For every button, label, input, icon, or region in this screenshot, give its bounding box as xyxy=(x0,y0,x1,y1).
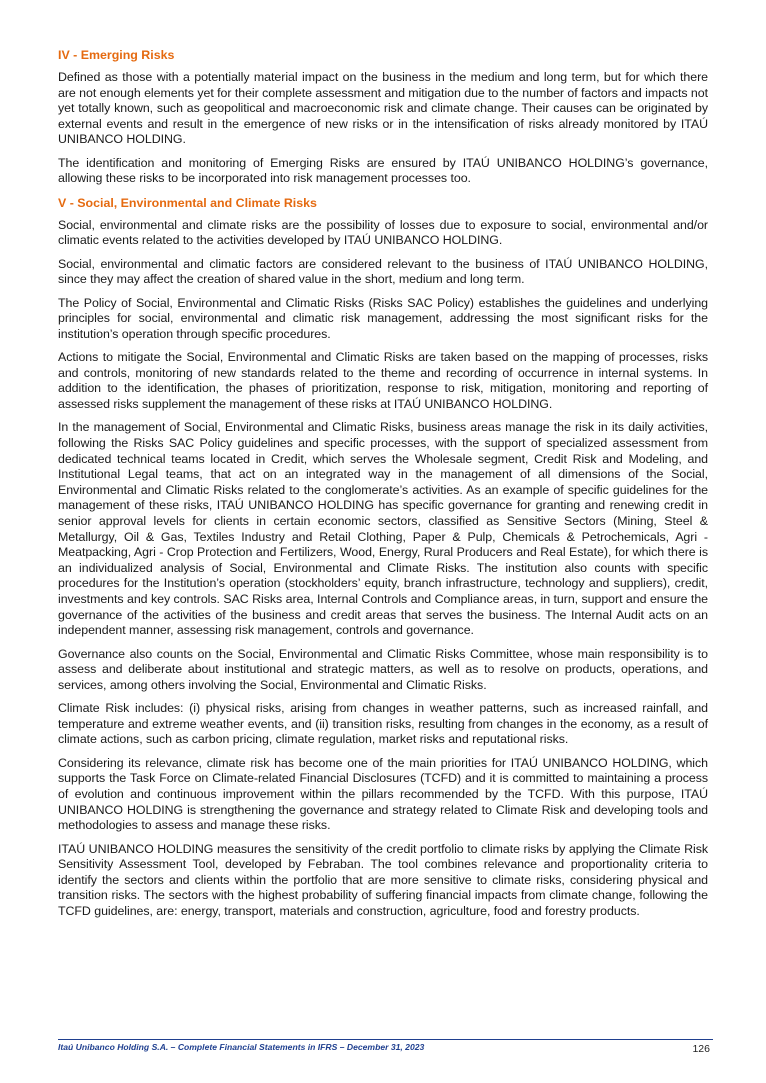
paragraph: Governance also counts on the Social, Environmental and Climatic Risks Committee, whose main responsibility is to assess and deliberate about institutional and strategic matters, as well as to resolve on products, operations, and services, among others involving the Social, Environmental and Climatic Risks. xyxy=(58,646,708,692)
paragraph: The Policy of Social, Environmental and Climatic Risks (Risks SAC Policy) establishes the guidelines and underlying principles for social, environmental and climatic risk management, addressing the most significant risks for the institution’s operation through specific procedures. xyxy=(58,295,708,341)
footer-document-title: Itaú Unibanco Holding S.A. – Complete Financial Statements in IFRS – December 31, 2023 xyxy=(58,1042,425,1052)
document-body xyxy=(58,47,708,927)
paragraph: ITAÚ UNIBANCO HOLDING measures the sensitivity of the credit portfolio to climate risks by applying the Climate Risk Sensitivity Assessment Tool, developed by Febraban. The tool combines relevance and proportionality criteria to identify the sectors and clients within the portfolio that are more sensitive to climate risks, considering physical and transition risks. The sectors with the highest probability of suffering financial impacts from climate change, following the TCFD guidelines, are: energy, transport, materials and construction, agriculture, food and forestry products. xyxy=(58,841,708,918)
section-heading-emerging-risks: IV - Emerging Risks xyxy=(58,48,175,62)
page-footer xyxy=(58,1039,713,1055)
paragraph: Social, environmental and climate risks are the possibility of losses due to exposure to social, environmental and/or climatic events related to the activities developed by ITAÚ UNIBANCO HOLDING. xyxy=(58,217,708,248)
paragraph: Defined as those with a potentially material impact on the business in the medium and long term, but for which there are not enough elements yet for their complete assessment and mitigation due to the number of factors and impacts not yet totally known, such as geopolitical and macroeconomic risk and climate change. Their causes can be originated by external events and result in the emergence of new risks or in the intensification of risks already monitored by ITAÚ UNIBANCO HOLDING. xyxy=(58,70,708,147)
paragraph: The identification and monitoring of Emerging Risks are ensured by ITAÚ UNIBANCO HOLDING’s governance, allowing these risks to be incorporated into risk management processes too. xyxy=(58,155,708,186)
paragraph: Actions to mitigate the Social, Environmental and Climatic Risks are taken based on the mapping of processes, risks and controls, monitoring of new standards related to the theme and recording of occurrence in internal systems. In addition to the identification, the phases of prioritization, response to risk, mitigation, monitoring and reporting of assessed risks supplement the management of these risks at ITAÚ UNIBANCO HOLDING. xyxy=(58,350,708,412)
paragraph: Climate Risk includes: (i) physical risks, arising from changes in weather patterns, such as increased rainfall, and temperature and extreme weather events, and (ii) transition risks, resulting from changes in the economy, as a result of climate actions, such as carbon pricing, climate regulation, market risks and reputational risks. xyxy=(58,701,708,747)
page-number: 126 xyxy=(692,1043,710,1055)
paragraph: In the management of Social, Environmental and Climatic Risks, business areas manage the risk in its daily activities, following the Risks SAC Policy guidelines and specific processes, with the support of specialized assessment from dedicated technical teams located in Credit, which serves the Wholesale segment, Credit Risk and Modeling, and Institutional Legal teams, that act on an integrated way in the management of all dimensions of the Social, Environmental and Climatic Risks related to the conglomerate’s activities. As an example of specific guidelines for the management of these risks, ITAÚ UNIBANCO HOLDING has specific governance for granting and renewing credit in senior approval levels for clients in certain economic sectors, classified as Sensitive Sectors (Mining, Steel & Metallurgy, Oil & Gas, Textiles Industry and Retail Clothing, Paper & Pulp, Chemicals & Petrochemicals, Agri - Meatpacking, Agri - Crop Protection and Fertilizers, Wood, Energy, Rural Producers and Real Estate), for which there is an individualized analysis of Social, Environmental and Climate Risks. The institution also counts with specific procedures for the Institution’s operation (stockholders’ equity, branch infrastructure, technology and suppliers), credit, investments and key controls. SAC Risks area, Internal Controls and Compliance areas, in turn, support and ensure the governance of the activities of the business and credit areas that serves the business. The Internal Audit acts on an independent manner, assessing risk management, controls and governance. xyxy=(58,420,708,638)
paragraph: Social, environmental and climatic factors are considered relevant to the business of ITAÚ UNIBANCO HOLDING, since they may affect the creation of shared value in the short, medium and long term. xyxy=(58,256,708,287)
paragraph: Considering its relevance, climate risk has become one of the main priorities for ITAÚ UNIBANCO HOLDING, which supports the Task Force on Climate-related Financial Disclosures (TCFD) and it is committed to maintaining a process of evolution and continuous improvement within the pillars recommended by the TCFD. With this purpose, ITAÚ UNIBANCO HOLDING is strengthening the governance and strategy related to Climate Risk and developing tools and methodologies to assess and manage these risks. xyxy=(58,755,708,833)
section-heading-social-environmental-climate-risks: V - Social, Environmental and Climate Risks xyxy=(58,195,317,210)
